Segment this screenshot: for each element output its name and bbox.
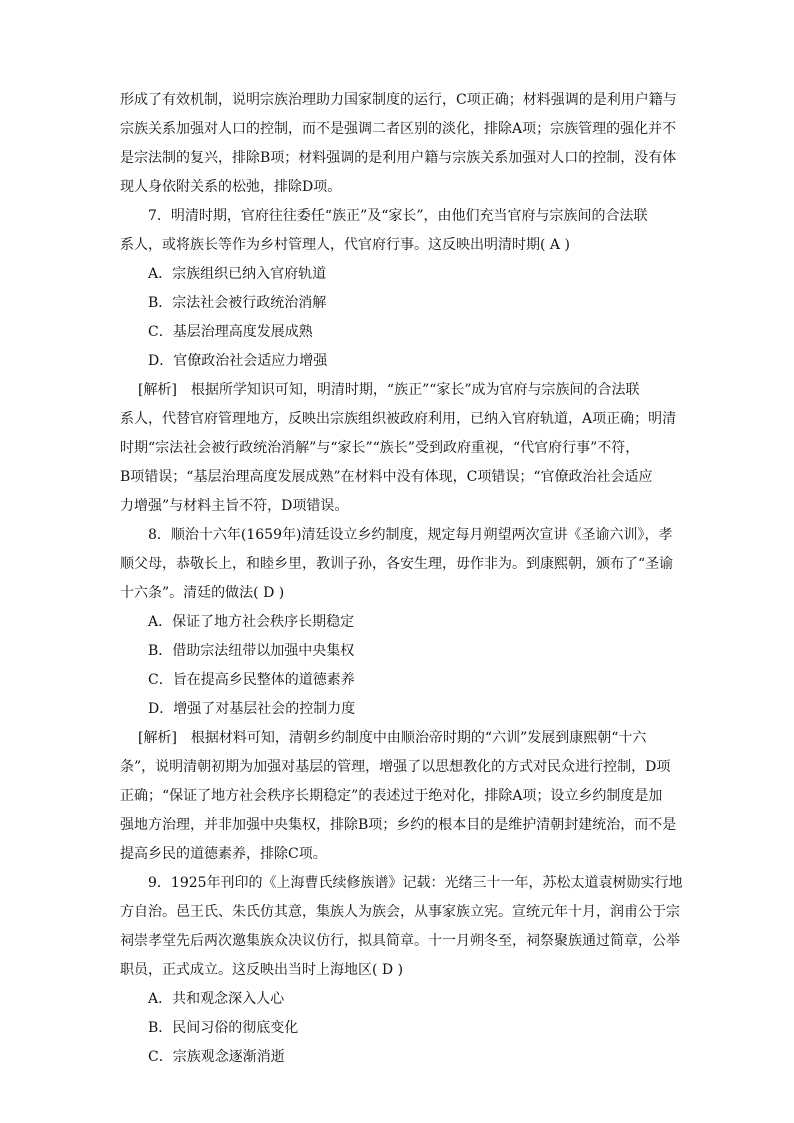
q7-analysis-line: [解析] 根据所学知识可知，明清时期，“族正”“家长”成为官府与宗族间的合法联 [138,382,640,398]
q8-analysis-line: 正确；“保证了地方社会秩序长期稳定”的表述过于绝对化，排除A项；设立乡约制度是加 [120,788,663,804]
q7-stem-line: 7．明清时期，官府往往委任“族正”及“家长”，由他们充当官府与宗族间的合法联 [148,208,648,224]
q7-option-c: C．基层治理高度发展成熟 [148,324,313,340]
q7-option-b: B．宗法社会被行政统治消解 [148,295,327,311]
q9-stem-line: 9．1925年刊印的《上海曹氏续修族谱》记载：光绪三十一年，苏松太道袁树勋实行地 [148,875,683,891]
q6-analysis-line: 现人身依附关系的松弛，排除D项。 [120,179,342,195]
q8-option-c: C．旨在提高乡民整体的道德素养 [148,672,355,688]
q7-option-a: A．宗族组织已纳入官府轨道 [148,266,327,282]
q7-analysis-line: 时期“宗法社会被行政统治消解”与“家长”“族长”受到政府重视，“代官府行事”不符， [120,440,640,456]
q6-analysis-line: 宗族关系加强对人口的控制，而不是强调二者区别的淡化，排除A项；宗族管理的强化并不 [120,121,677,137]
q8-option-a: A．保证了地方社会秩序长期稳定 [148,614,355,630]
q7-stem-line: 系人，或将族长等作为乡村管理人，代官府行事。这反映出明清时期( A ) [120,237,570,253]
q9-stem-line: 职员，正式成立。这反映出当时上海地区( D ) [120,962,404,978]
q8-analysis-line: 条”，说明清朝初期为加强对基层的管理，增强了以思想教化的方式对民众进行控制，D项 [120,759,671,775]
q8-analysis-line: 强地方治理，并非加强中央集权，排除B项；乡约的根本目的是维护清朝封建统治，而不是 [120,817,677,833]
q8-stem-line: 顺父母，恭敬长上，和睦乡里，教训子孙，各安生理，毋作非为。到康熙朝，颁布了“圣谕 [120,556,674,572]
text-block [120,86,686,1072]
q9-stem-line: 方自治。邑王氏、朱氏仿其意，集族人为族会，从事家族立宪。宣统元年十月，润甫公于宗 [120,904,680,920]
q6-analysis-line: 是宗法制的复兴，排除B项；材料强调的是利用户籍与宗族关系加强对人口的控制，没有体 [120,150,677,166]
q7-analysis-line: B项错误；“基层治理高度发展成熟”在材料中没有体现，C项错误；“官僚政治社会适应 [120,469,653,485]
q8-stem-line: 8．顺治十六年(1659年)清廷设立乡约制度，规定每月朔望两次宣讲《圣谕六训》，孝 [148,527,673,543]
q8-stem-line: 十六条”。清廷的做法( D ) [120,585,285,601]
q9-option-b: B．民间习俗的彻底变化 [148,1020,299,1036]
q9-stem-line: 祠崇孝堂先后两次邀集族众决议仿行，拟具简章。十一月朔冬至，祠祭聚族通过简章，公举 [120,933,680,949]
q7-analysis-line: 系人，代替官府管理地方，反映出宗族组织被政府利用，已纳入官府轨道，A项正确；明清 [120,411,677,427]
q8-analysis-line: [解析] 根据材料可知，清朝乡约制度中由顺治帝时期的“六训”发展到康熙朝“十六 [138,730,647,746]
q8-option-b: B．借助宗法纽带以加强中央集权 [148,643,355,659]
q8-analysis-line: 提高乡民的道德素养，排除C项。 [120,846,327,862]
q9-option-c: C．宗族观念逐渐消逝 [148,1049,285,1065]
q7-analysis-line: 力增强”与材料主旨不符，D项错误。 [120,498,349,514]
q6-analysis-line: 形成了有效机制，说明宗族治理助力国家制度的运行，C项正确；材料强调的是利用户籍与 [120,92,677,108]
q7-option-d: D．官僚政治社会适应力增强 [148,353,328,369]
q9-option-a: A．共和观念深入人心 [148,991,285,1007]
q8-option-d: D．增强了对基层社会的控制力度 [148,701,356,717]
